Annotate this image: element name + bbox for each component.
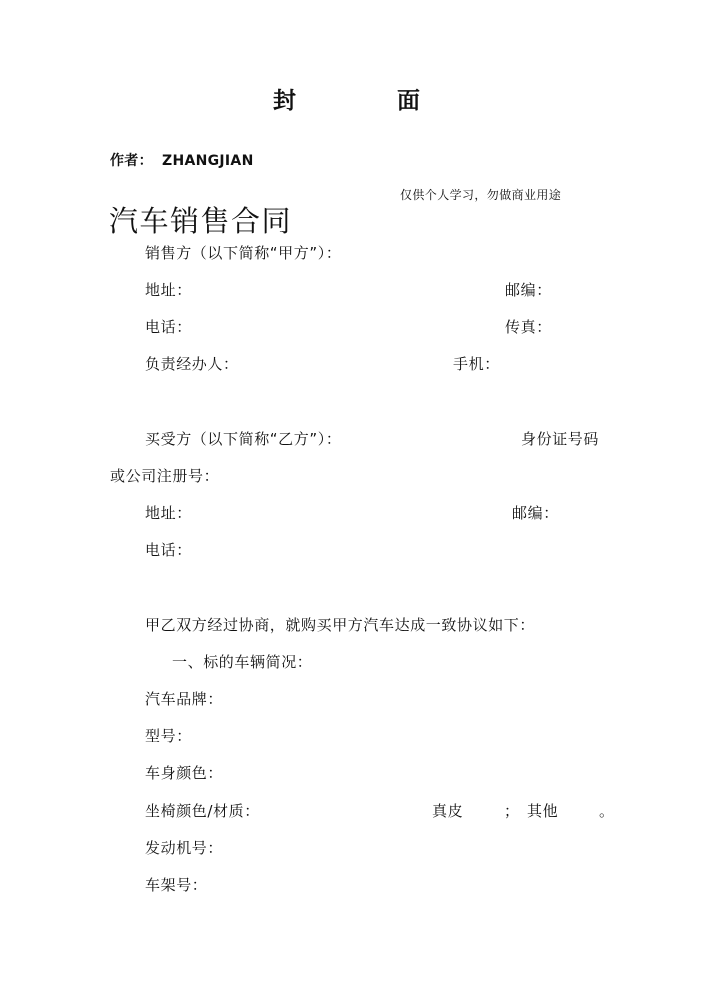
agreement-intro: 甲乙双方经过协商，就购买甲方汽车达成一致协议如下： <box>145 616 536 634</box>
frame-number-label: 车架号： <box>145 876 208 894</box>
seat-option-leather: 真皮 <box>432 802 464 820</box>
seat-line-end: 。 <box>599 802 615 820</box>
buyer-heading: 买受方（以下简称“乙方”）： <box>145 430 342 448</box>
contract-title: 汽车销售合同 <box>109 204 293 238</box>
seller-fax-label: 传真： <box>505 318 552 336</box>
seller-phone-label: 电话： <box>145 318 192 336</box>
seller-mobile-label: 手机： <box>453 355 500 373</box>
vehicle-model-label: 型号： <box>145 727 192 745</box>
seller-address-label: 地址： <box>145 281 192 299</box>
seat-option-separator: ； <box>504 802 520 820</box>
seat-color-material-label: 坐椅颜色/材质： <box>145 802 260 820</box>
buyer-address-label: 地址： <box>145 504 192 522</box>
engine-number-label: 发动机号： <box>145 839 224 857</box>
seller-manager-label: 负责经办人： <box>145 355 239 373</box>
cover-title-char-2: 面 <box>397 88 420 114</box>
vehicle-brand-label: 汽车品牌： <box>145 690 224 708</box>
cover-title-char-1: 封 <box>273 88 296 114</box>
author-label: 作者： <box>110 153 153 169</box>
buyer-id-label: 身份证号码 <box>521 430 600 448</box>
seller-heading: 销售方（以下简称“甲方”）： <box>145 244 342 262</box>
buyer-postcode-label: 邮编： <box>512 504 559 522</box>
author-name: ZHANGJIAN <box>162 153 254 169</box>
disclaimer-note: 仅供个人学习，勿做商业用途 <box>400 188 562 202</box>
seller-postcode-label: 邮编： <box>505 281 552 299</box>
section1-heading: 一、标的车辆简况： <box>172 653 313 671</box>
seat-option-other: 其他 <box>527 802 559 820</box>
vehicle-body-color-label: 车身颜色： <box>145 764 224 782</box>
buyer-phone-label: 电话： <box>145 541 192 559</box>
buyer-id-label-continued: 或公司注册号： <box>110 467 220 485</box>
